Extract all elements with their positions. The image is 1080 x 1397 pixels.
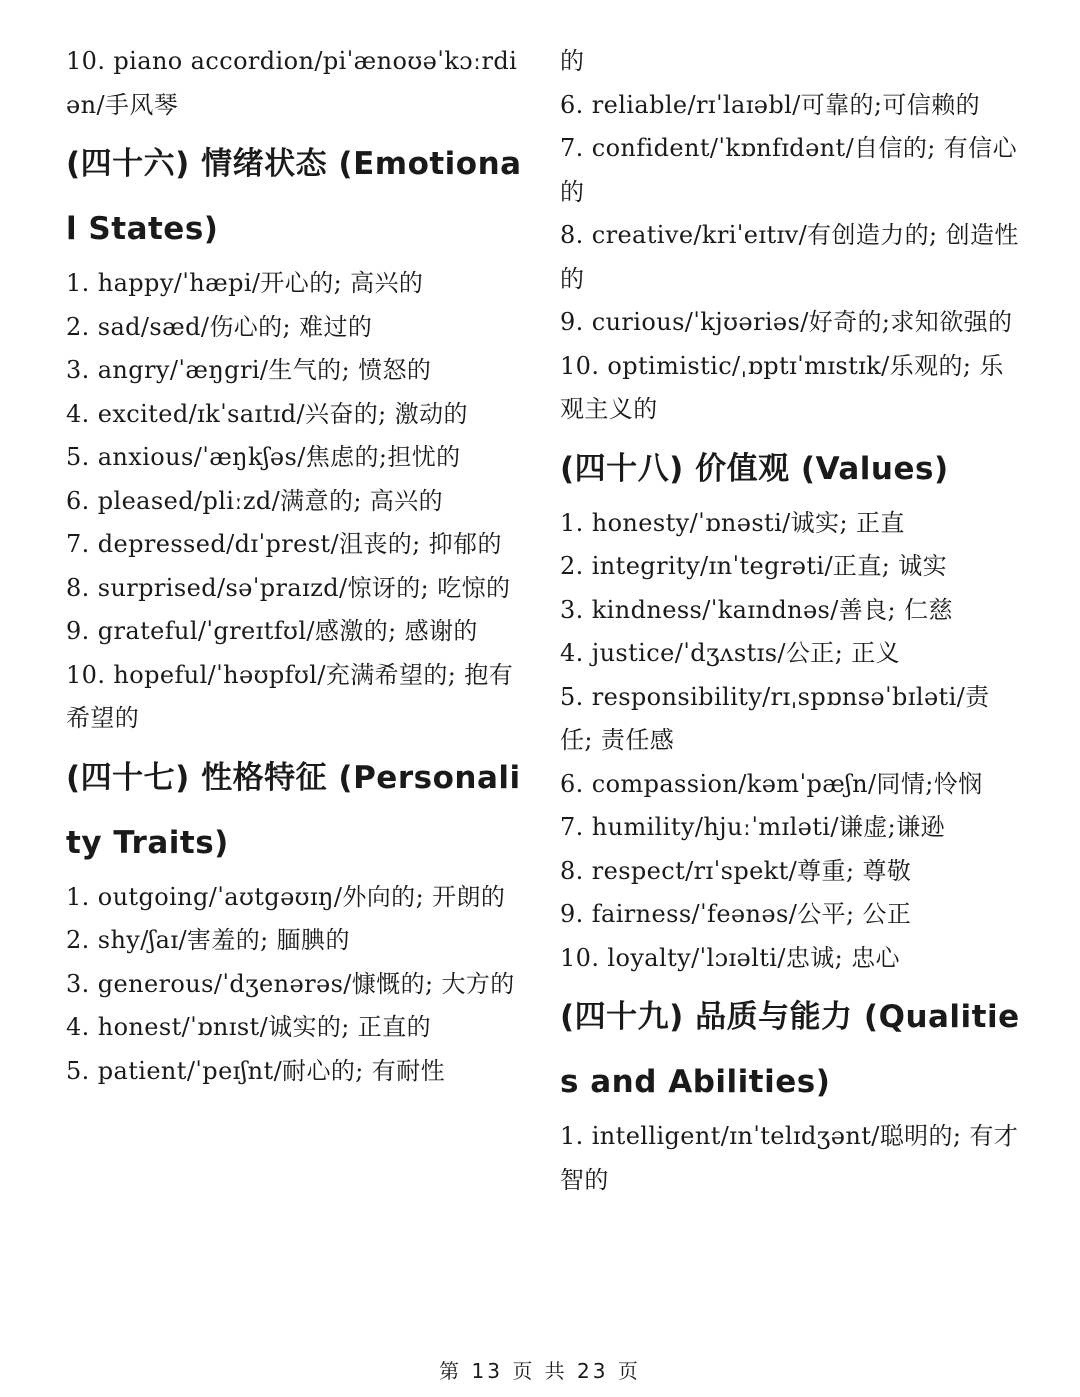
section-heading-qualities-abilities: (四十九) 品质与能力 (Qualities and Abilities): [560, 999, 1020, 1100]
left-column: [66, 40, 526, 1093]
vocab-entry: 3. generous/ˈdʒenərəs/慷慨的; 大方的: [66, 969, 515, 998]
vocab-entry: 3. kindness/ˈkaɪndnəs/善良; 仁慈: [560, 595, 953, 624]
vocab-entry: 9. curious/ˈkjʊəriəs/好奇的;求知欲强的: [560, 308, 1013, 336]
vocab-entry: 6. compassion/kəmˈpæʃn/同情;怜悯: [560, 769, 983, 798]
continued-text: 的: [560, 47, 585, 75]
vocab-entry: 6. pleased/pliːzd/满意的; 高兴的: [66, 486, 444, 515]
vocab-entry: 6. reliable/rɪˈlaɪəbl/可靠的;可信赖的: [560, 90, 981, 119]
section-heading-emotional-states: (四十六) 情绪状态 (Emotional States): [66, 146, 522, 247]
vocab-entry: 4. excited/ɪkˈsaɪtɪd/兴奋的; 激动的: [66, 399, 468, 428]
vocab-entry: 7. confident/ˈkɒnfɪdənt/自信的; 有信心的: [560, 134, 1017, 206]
vocab-entry: 1. happy/ˈhæpi/开心的; 高兴的: [66, 269, 424, 297]
page-number-footer: 第 13 页 共 23 页: [439, 1359, 641, 1383]
vocab-entry: 7. depressed/dɪˈprest/沮丧的; 抑郁的: [66, 530, 502, 558]
vocab-entry: 10. piano accordion/piˈænoʊəˈkɔːrdiən/手风琴: [66, 47, 518, 119]
vocab-entry: 8. respect/rɪˈspekt/尊重; 尊敬: [560, 856, 912, 885]
vocab-entry: 1. outgoing/ˈaʊtgəʊɪŋ/外向的; 开朗的: [66, 882, 506, 911]
vocab-entry: 7. humility/hjuːˈmɪləti/谦虚;谦逊: [560, 813, 945, 841]
vocab-entry: 2. sad/sæd/伤心的; 难过的: [66, 312, 373, 341]
vocab-entry: 2. shy/ʃaɪ/害羞的; 腼腆的: [66, 926, 350, 954]
section-heading-personality-traits: (四十七) 性格特征 (Personality Traits): [66, 759, 521, 861]
vocab-entry: 10. loyalty/ˈlɔɪəlti/忠诚; 忠心: [560, 943, 900, 972]
vocab-entry: 2. integrity/ɪnˈtegrəti/正直; 诚实: [560, 552, 948, 580]
vocab-entry: 5. responsibility/rɪˌspɒnsəˈbɪləti/责任; 责任感: [560, 682, 990, 754]
vocab-entry: 8. surprised/səˈpraɪzd/惊讶的; 吃惊的: [66, 573, 511, 602]
vocab-entry: 3. angry/ˈæŋgri/生气的; 愤怒的: [66, 356, 432, 384]
vocab-entry: 4. honest/ˈɒnɪst/诚实的; 正直的: [66, 1013, 431, 1041]
vocab-entry: 1. intelligent/ɪnˈtelɪdʒənt/聪明的; 有才智的: [560, 1122, 1019, 1194]
section-heading-values: (四十八) 价值观 (Values): [560, 450, 949, 487]
vocab-entry: 5. patient/ˈpeɪʃnt/耐心的; 有耐性: [66, 1056, 445, 1085]
vocab-entry: 4. justice/ˈdʒʌstɪs/公正; 正义: [560, 639, 901, 667]
vocab-entry: 5. anxious/ˈæŋkʃəs/焦虑的;担忧的: [66, 443, 461, 471]
vocab-entry: 9. grateful/ˈgreɪtfʊl/感激的; 感谢的: [66, 617, 478, 645]
vocab-entry: 8. creative/kriˈeɪtɪv/有创造力的; 创造性的: [560, 221, 1019, 293]
vocab-entry: 9. fairness/ˈfeənəs/公平; 公正: [560, 900, 912, 928]
vocab-entry: 1. honesty/ˈɒnəsti/诚实; 正直: [560, 508, 905, 537]
vocab-entry: 10. hopeful/ˈhəʊpfʊl/充满希望的; 抱有希望的: [66, 660, 514, 732]
right-column: [560, 40, 1020, 1202]
vocab-entry: 10. optimistic/ˌɒptɪˈmɪstɪk/乐观的; 乐观主义的: [560, 351, 1004, 423]
